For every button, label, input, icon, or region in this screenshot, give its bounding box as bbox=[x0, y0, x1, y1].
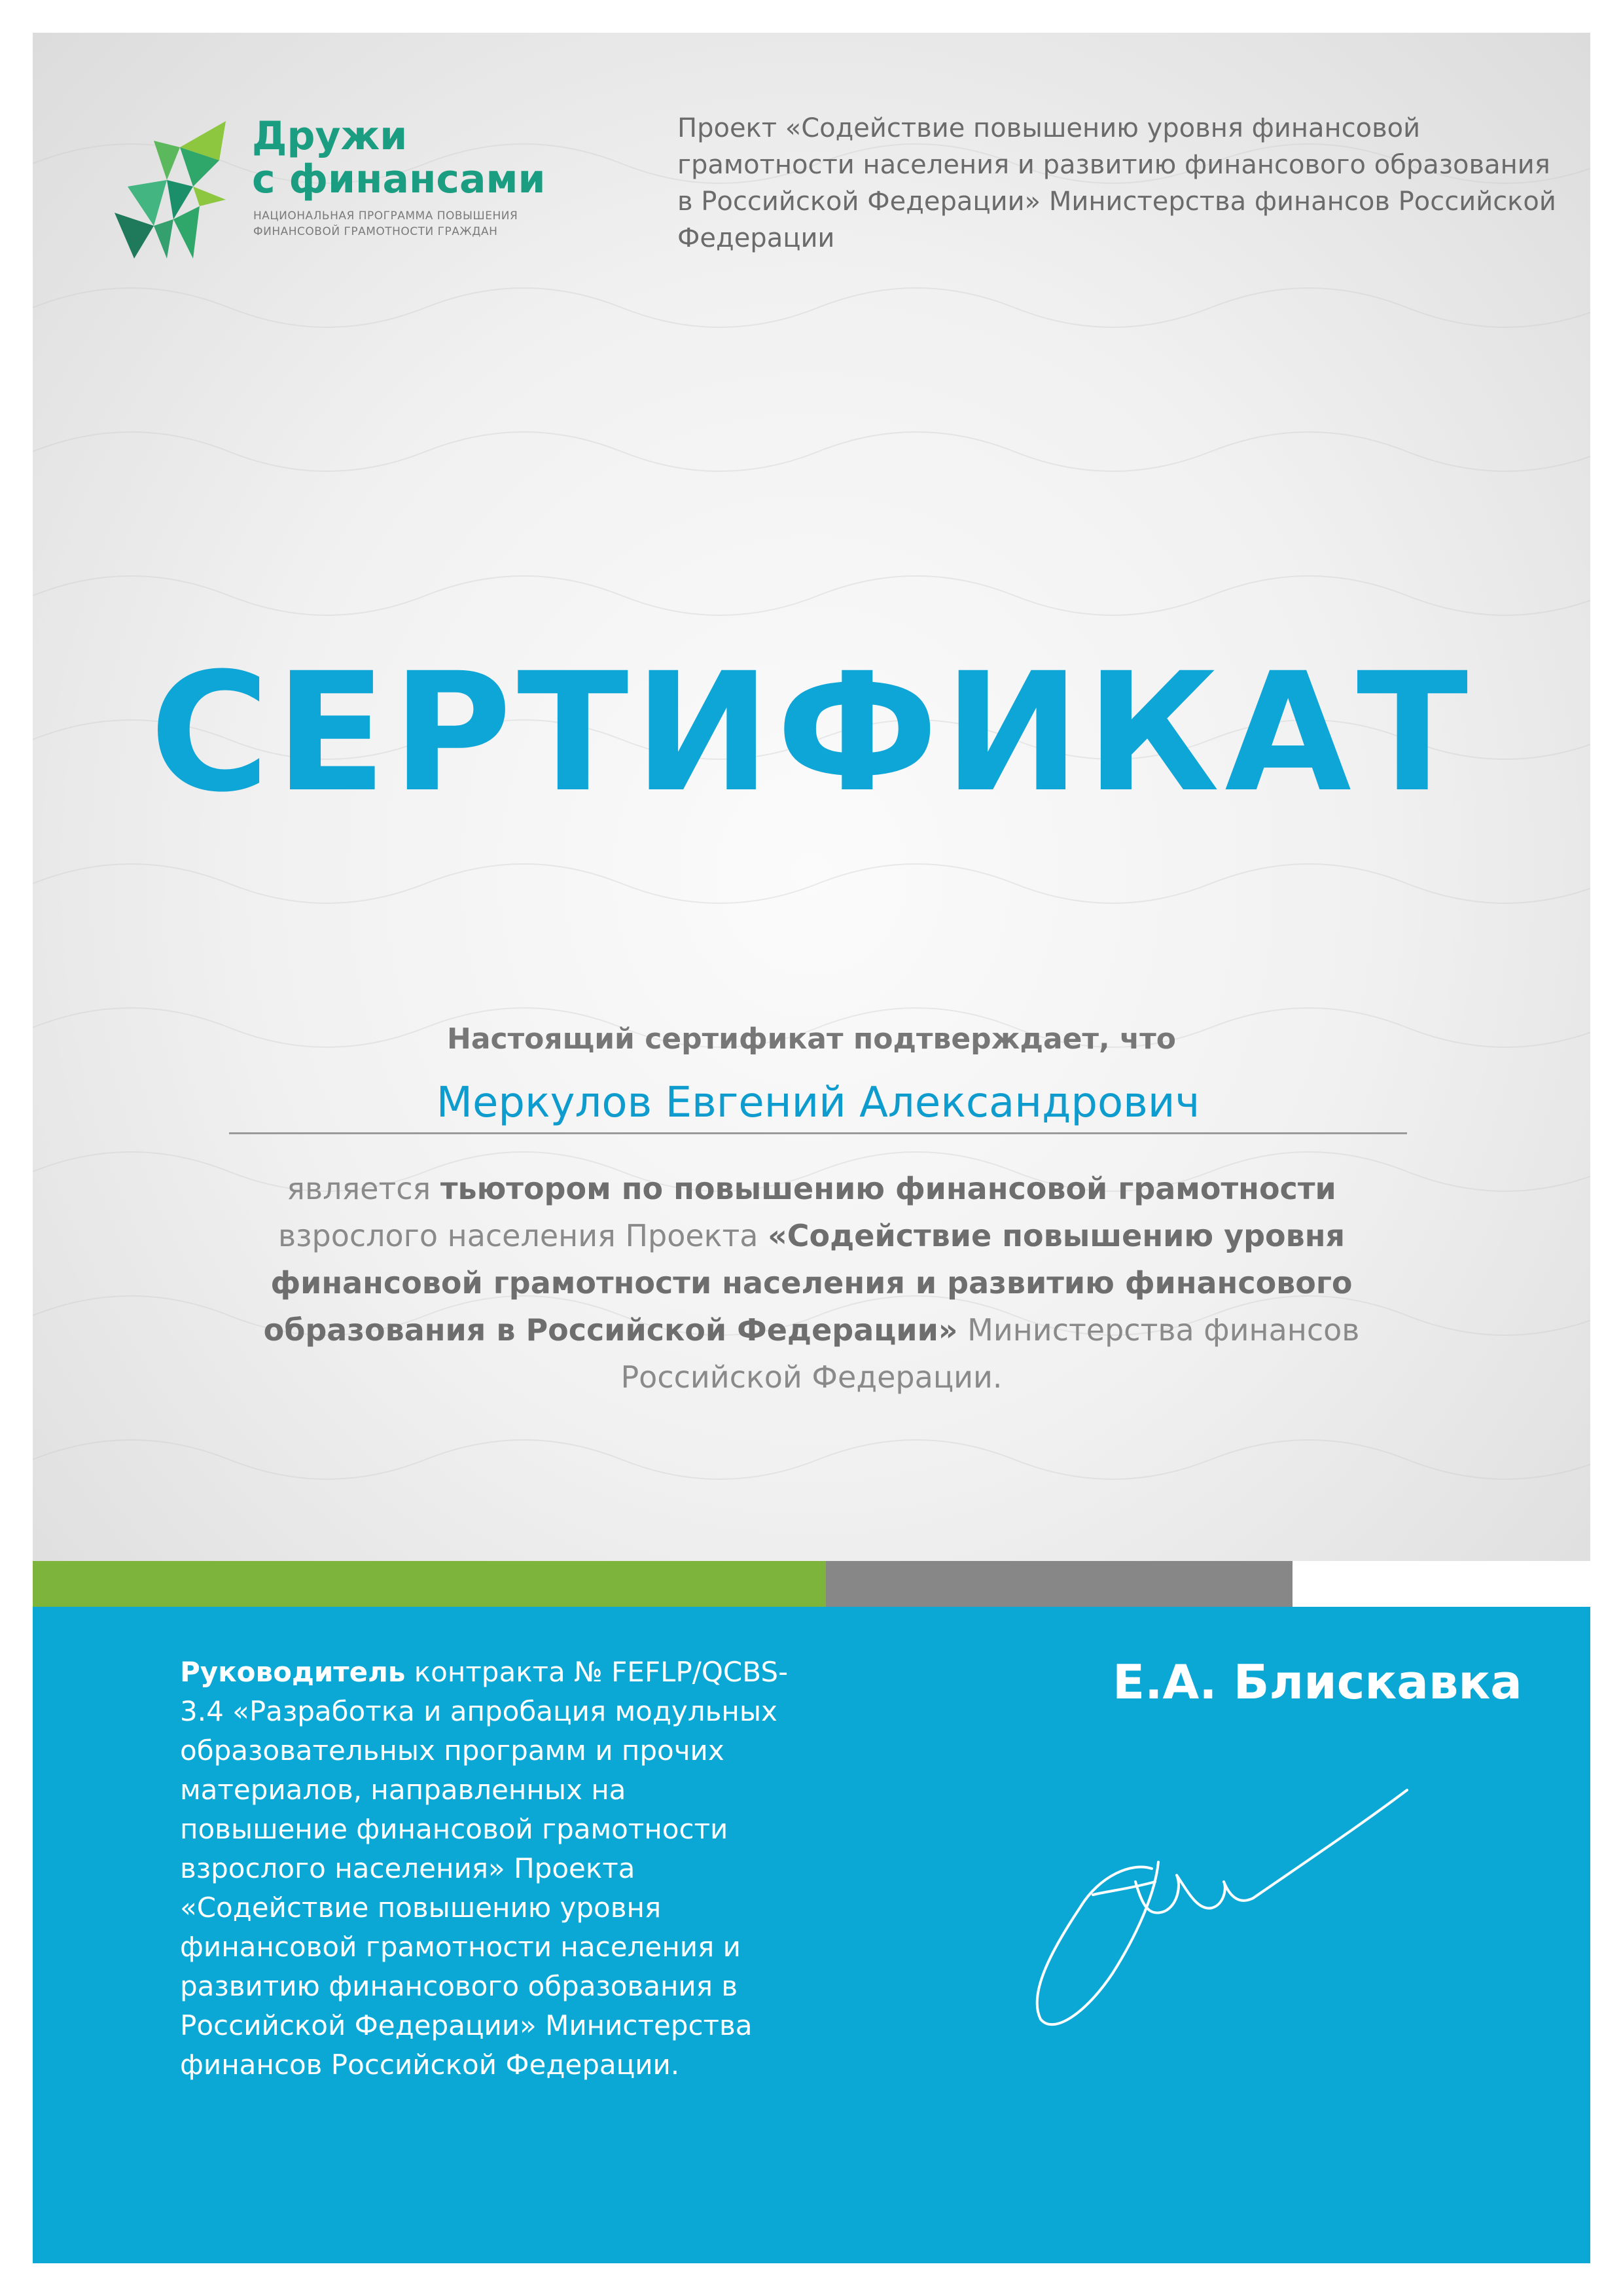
program-logo bbox=[115, 108, 573, 272]
role-text-bold: тьютором по повышению финансовой грамотности bbox=[440, 1171, 1336, 1206]
signer-name: Е.А. Блискавка bbox=[1113, 1655, 1522, 1710]
certificate-footer bbox=[33, 1607, 1590, 2263]
logo-subtitle: НАЦИОНАЛЬНАЯ ПРОГРАММА ПОВЫШЕНИЯ ФИНАНСОВОЙ ГРАМОТНОСТИ ГРАЖДАН bbox=[253, 209, 518, 238]
director-title: Руководитель bbox=[180, 1656, 406, 1688]
role-description bbox=[203, 1165, 1420, 1401]
project-name-bold: «Содействие повышению уровня финансовой грамотности населения и развитию финансового образования в Российской Федерации» bbox=[263, 1218, 1353, 1348]
handwritten-signature-icon bbox=[1001, 1777, 1420, 2039]
role-text-part: является bbox=[287, 1171, 440, 1206]
role-text-part: Министерства финансов Российской Федерации. bbox=[620, 1312, 1360, 1395]
director-contract-text: контракта № FEFLP/QCBS-3.4 «Разработка и апробация модульных образовательных программ и прочих материалов, направленных на повышение финансовой грамотности взрослого населения» Проекта «Содействие повышению уровня финансовой грамотности населения и развитию финансового образования в Российской Федерации» Министерства финансов Российской Федерации. bbox=[180, 1656, 789, 2081]
project-header-text: Проект «Содействие повышению уровня финансовой грамотности населения и развитию финансового образования в Российской Федерации» Министерства финансов Российской Федерации bbox=[677, 113, 1556, 253]
logo-title: Дружи с финансами bbox=[252, 113, 546, 202]
recipient-name: Меркулов Евгений Александрович bbox=[229, 1073, 1407, 1134]
origami-horse-logo-icon bbox=[115, 108, 245, 259]
confirmation-text: Настоящий сертификат подтверждает, что bbox=[447, 1022, 1176, 1056]
certificate-upper-section bbox=[33, 33, 1590, 1561]
certificate-sheet bbox=[33, 33, 1590, 2263]
divider-stripe-white bbox=[1293, 1561, 1590, 1607]
divider-stripe-grey bbox=[826, 1561, 1293, 1607]
role-text-part: взрослого населения Проекта bbox=[277, 1218, 768, 1253]
divider-stripe-green bbox=[33, 1561, 826, 1607]
director-description bbox=[180, 1653, 802, 2085]
certificate-title: СЕРТИФИКАТ bbox=[149, 637, 1474, 828]
